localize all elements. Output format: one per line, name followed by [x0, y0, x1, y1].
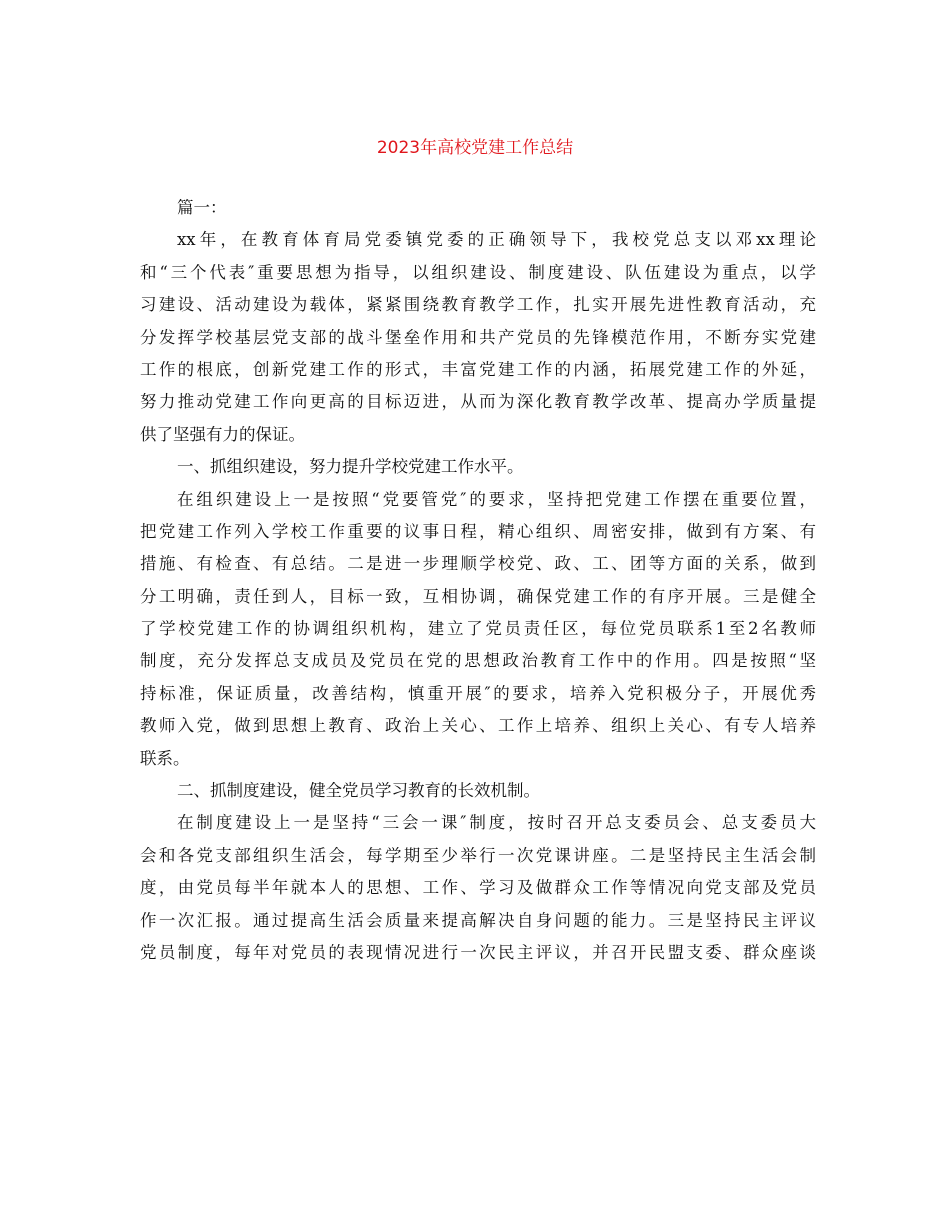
paragraph-line: 把党建工作列入学校工作重要的议事日程，精心组织、周密安排，做到有方案、有	[140, 521, 816, 541]
paragraph-line: 教师入党，做到思想上教育、政治上关心、工作上培养、组织上关心、有专人培养	[140, 716, 816, 736]
paragraph-line: 会和各党支部组织生活会，每学期至少举行一次党课讲座。二是坚持民主生活会制	[140, 845, 816, 865]
paragraph-line: 措施、有检查、有总结。二是进一步理顺学校党、政、工、团等方面的关系，做到	[140, 554, 816, 574]
document-title: 2023年高校党建工作总结	[376, 138, 574, 158]
paragraph-line: 制度，充分发挥总支成员及党员在党的思想政治教育工作中的作用。四是按照“坚	[140, 651, 816, 671]
paragraph-line: 党员制度，每年对党员的表现情况进行一次民主评议，并召开民盟支委、群众座谈	[140, 942, 816, 962]
paragraph-line: 习建设、活动建设为载体，紧紧围绕教育教学工作，扎实开展先进性教育活动，充	[140, 295, 816, 315]
paragraph-line: 作一次汇报。通过提高生活会质量来提高解决自身问题的能力。三是坚持民主评议	[140, 910, 816, 930]
paragraph-line: 分发挥学校基层党支部的战斗堡垒作用和共产党员的先锋模范作用，不断夯实党建	[140, 327, 816, 347]
paragraph-line: 度，由党员每半年就本人的思想、工作、学习及做群众工作等情况向党支部及党员	[140, 878, 816, 898]
paragraph-line: 在组织建设上一是按照“党要管党″的要求，坚持把党建工作摆在重要位置，	[177, 489, 816, 509]
paragraph-line: 工作的根底，创新党建工作的形式，丰富党建工作的内涵，拓展党建工作的外延，	[140, 359, 816, 379]
paragraph-line: 努力推动党建工作向更高的目标迈进，从而为深化教育教学改革、提高办学质量提	[140, 392, 816, 412]
paragraph-line: 了学校党建工作的协调组织机构，建立了党员责任区，每位党员联系1至2名教师	[140, 619, 816, 639]
section-heading: 一、抓组织建设，努力提升学校党建工作水平。	[177, 457, 524, 477]
document-body	[140, 192, 816, 969]
paragraph-line: 供了坚强有力的保证。	[140, 424, 305, 444]
paragraph-line: xx年，在教育体育局党委镇党委的正确领导下，我校党总支以邓xx理论	[177, 230, 816, 250]
paragraph-line: 和“三个代表″重要思想为指导，以组织建设、制度建设、队伍建设为重点，以学	[140, 262, 816, 282]
paragraph-line: 持标准，保证质量，改善结构，慎重开展″的要求，培养入党积极分子，开展优秀	[140, 683, 816, 703]
paragraph-line: 联系。	[140, 748, 190, 768]
paragraph-line: 分工明确，责任到人，目标一致，互相协调，确保党建工作的有序开展。三是健全	[140, 586, 816, 606]
section-heading: 二、抓制度建设，健全党员学习教育的长效机制。	[177, 781, 540, 801]
paragraph-line: 在制度建设上一是坚持“三会一课″制度，按时召开总支委员会、总支委员大	[177, 813, 816, 833]
section-label: 篇一：	[177, 198, 227, 217]
